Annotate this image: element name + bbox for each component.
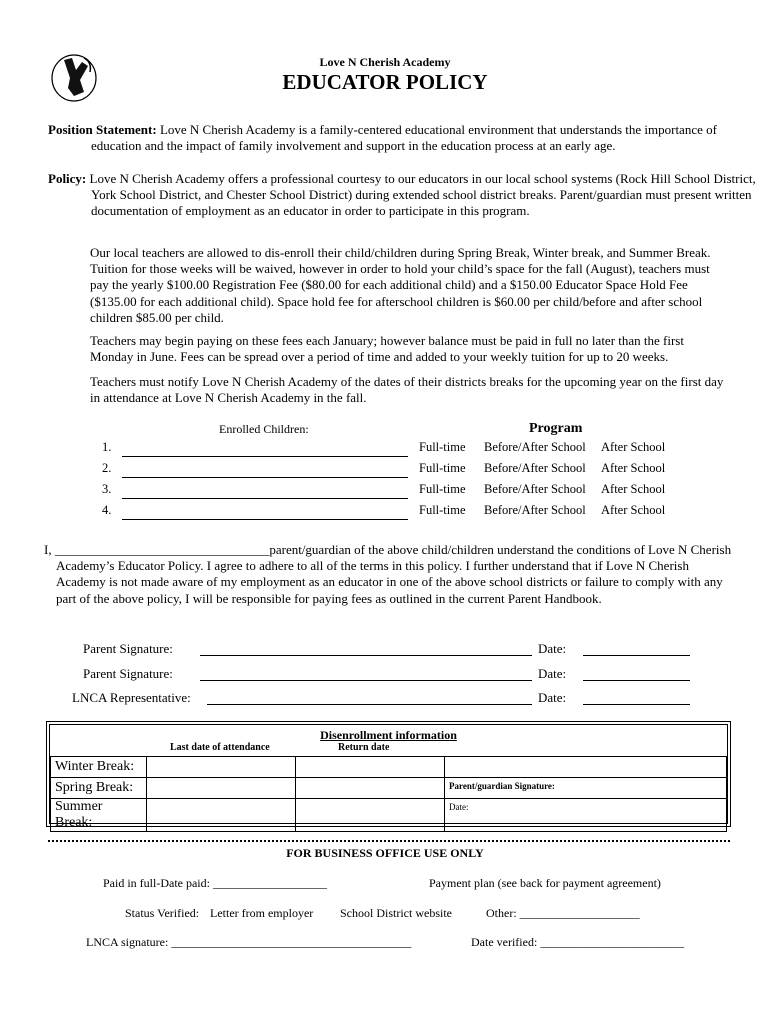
date-line-1[interactable] [583,655,690,656]
before-after-option[interactable]: Before/After School [484,482,586,496]
last-date-cell[interactable] [147,778,296,799]
dotted-divider [48,840,730,842]
fulltime-option[interactable]: Full-time [419,482,466,496]
table-row [51,799,727,832]
paragraph-tuition: Our local teachers are allowed to dis-enroll their child/children during Spring Break, Winter break, and Summer Break. Tuition for those weeks will be waived, however in order to hold your child’s space for the fall (August), teachers must pay the yearly $100.00 Registration Fee ($80.00 for each additional child) and a $150.00 Educator Space Hold Fee ($135.00 for each additional child). Space hold fee for afterschool children is $60.00 per child/before and after school children $85.00 per child. [90,245,711,325]
parent-signature-line-1[interactable] [200,655,532,656]
return-date-cell[interactable] [296,778,445,799]
parent-sig-cell[interactable] [445,778,727,799]
before-after-option[interactable]: Before/After School [484,461,586,475]
date-label-2: Date: [538,666,567,681]
after-school-option[interactable]: After School [601,482,666,496]
date-verified[interactable]: Date verified: ________________________ [471,935,685,949]
after-school-option[interactable]: After School [601,461,666,475]
position-statement-text: Love N Cherish Academy is a family-centered educational environment that understands the importance of education and the impact of family involvement and support in the education process at an early age. [91,122,717,154]
child-row [100,501,740,522]
break-label: Summer Break: [51,799,147,832]
date-label-3: Date: [538,690,567,705]
last-date-cell[interactable] [147,757,296,778]
parent-signature-line-2[interactable] [200,680,532,681]
enrolled-children-label: Enrolled Children: [219,422,309,436]
after-school-option[interactable]: After School [601,440,666,454]
date-line-3[interactable] [583,704,690,705]
fulltime-option[interactable]: Full-time [419,503,466,517]
date-label: Date: [449,802,469,812]
date-line-2[interactable] [583,680,690,681]
child-name-input[interactable] [122,519,408,520]
fulltime-option[interactable]: Full-time [419,440,466,454]
child-row [100,438,740,459]
return-date-cell[interactable] [296,799,445,832]
lnca-signature[interactable]: LNCA signature: ________________________________________ [86,935,412,949]
payment-plan[interactable]: Payment plan (see back for payment agreement) [429,876,661,890]
position-statement-label: Position Statement: [48,122,157,137]
return-date-cell[interactable] [296,757,445,778]
child-number: 1. [102,440,112,454]
child-name-input[interactable] [122,498,408,499]
paragraph-payment: Teachers may begin paying on these fees each January; however balance must be paid in full no later than the first Monday in June. Fees can be spread over a period of time and added to your weekly tuition for up to 20 weeks. [90,333,684,365]
other-option[interactable]: Other: ____________________ [486,906,640,920]
policy [48,171,766,220]
before-after-option[interactable]: Before/After School [484,440,586,454]
parent-signature-label-2: Parent Signature: [83,666,173,681]
status-verified-label: Status Verified: [125,906,200,920]
child-number: 4. [102,503,112,517]
program-label: Program [529,421,583,436]
position-statement [48,122,766,154]
agreement-text [44,542,736,607]
parent-sig-label: Parent/guardian Signature: [449,781,555,791]
school-district-website[interactable]: School District website [340,906,452,920]
academy-name: Love N Cherish Academy [319,55,451,69]
paragraph-notify: Teachers must notify Love N Cherish Academy of the dates of their districts breaks for the upcoming year on the first day in attendance at Love N Cherish Academy in the fall. [90,374,724,406]
child-row [100,480,740,501]
parent-signature-label-1: Parent Signature: [83,641,173,656]
page-title: EDUCATOR POLICY [282,70,488,94]
business-title: FOR BUSINESS OFFICE USE ONLY [286,846,484,860]
lnca-rep-line[interactable] [207,704,532,705]
child-row [100,459,740,480]
date-label-1: Date: [538,641,567,656]
fulltime-option[interactable]: Full-time [419,461,466,475]
table-row [51,778,727,799]
lnca-rep-label: LNCA Representative: [72,690,191,705]
break-label: Spring Break: [51,778,147,799]
date-cell[interactable] [445,799,727,832]
last-date-header: Last date of attendance [170,742,270,753]
before-after-option[interactable]: Before/After School [484,503,586,517]
disenrollment-table [50,756,727,832]
child-name-input[interactable] [122,456,408,457]
agreement-body: parent/guardian of the above child/children understand the conditions of Love N Cherish Academy’s Educator Policy. I agree to adhere to all of the terms in this policy. I further understand that if Love N Cherish Academy is not made aware of my employment as an educator in one of the above school districts or failure to comply with any part of the above policy, I will be responsible for paying fees as outlined in the current Parent Handbook. [56,542,732,606]
table-row [51,757,727,778]
paid-in-full[interactable]: Paid in full-Date paid: ___________________ [103,876,327,890]
return-date-header: Return date [338,742,390,753]
policy-text: Love N Cherish Academy offers a professional courtesy to our educators in our local school systems (Rock Hill School District, York School District, and Chester School District) during extended school district breaks. Parent/guardian must present written documentation of employment as an educator in order to participate in this program. [89,171,756,219]
letter-from-employer[interactable]: Letter from employer [210,906,314,920]
agreement-prefix[interactable]: I, _________________________________ [44,542,270,557]
disenrollment-box [46,721,731,830]
blank-cell [445,757,727,778]
last-date-cell[interactable] [147,799,296,832]
child-number: 3. [102,482,112,496]
disenrollment-title: Disenrollment information [320,728,457,742]
break-label: Winter Break: [51,757,147,778]
child-number: 2. [102,461,112,475]
policy-label: Policy: [48,171,87,186]
child-name-input[interactable] [122,477,408,478]
after-school-option[interactable]: After School [601,503,666,517]
children-list [100,438,740,522]
